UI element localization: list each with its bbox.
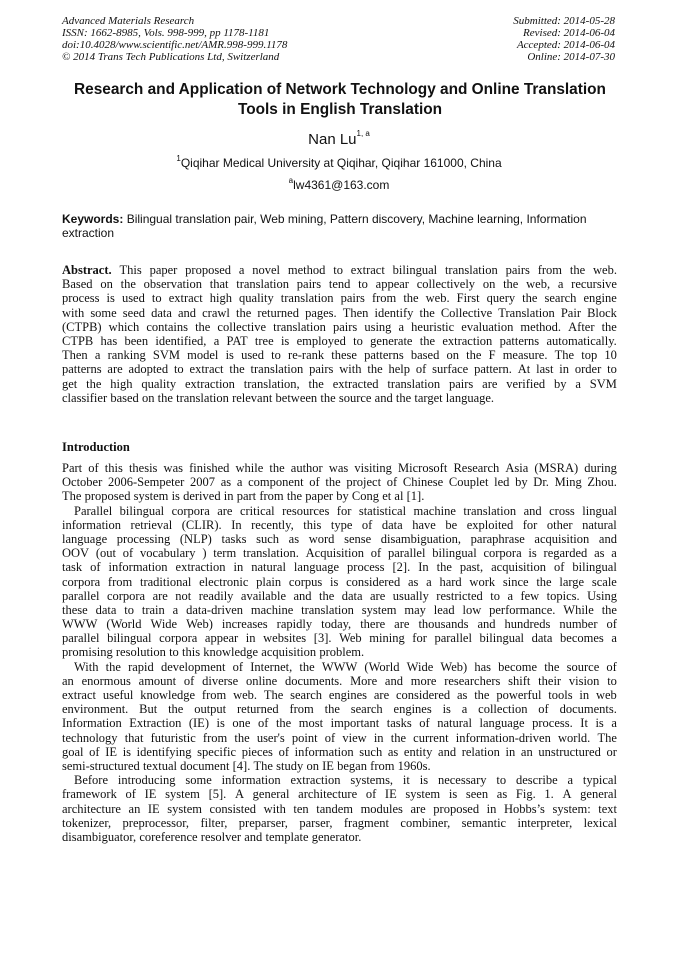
paper-title (55, 80, 625, 120)
introduction-body (62, 461, 617, 844)
keywords (62, 212, 618, 240)
text-line: technology that futuristic from the user's point of view in the current information-driven world. The (62, 730, 617, 745)
text-line: Information Extraction (IE) is one of the most important tasks of natural language process. It is a (62, 716, 617, 731)
text-line: these data to train a data-driven machine translation system may lead low performance. While the (62, 602, 617, 617)
abstract (62, 263, 617, 405)
text-line: patterns are adopted to extract the translation pairs with the help of surface pattern. At last in order to (62, 362, 617, 377)
text-line: promising resolution to this knowledge acquisition problem. (62, 645, 365, 660)
revised-date: Revised: 2014-06-04 (523, 27, 615, 39)
text-line: disambiguator, coreference resolver and template generator. (62, 829, 362, 844)
text-line: semi-structured textual document [4]. The study on IE began from 1960s. (62, 758, 431, 773)
author (0, 131, 678, 148)
title-line-2: Tools in English Translation (237, 101, 443, 118)
keywords-line-1: Bilingual translation pair, Web mining, Pattern discovery, Machine learning, Information (126, 212, 587, 226)
affiliation-text: Qiqihar Medical University at Qiqihar, Qiqihar 161000, China (180, 156, 502, 170)
text-line: CTPB has been identified, a PAT tree is employed to generate the extraction patterns automatically. (62, 333, 617, 348)
journal-name: Advanced Materials Research (62, 15, 195, 27)
keywords-label: Keywords: (62, 212, 124, 226)
text-line: Then a ranking SVM model is used to re-rank these patterns based on the F measure. The top 10 (62, 348, 617, 363)
text-line: parallel corpora are not readily available and the data are usually restricted to a few topics. Using (62, 588, 617, 603)
text-line: extract useful knowledge from web. The search engines are considered as the powerful tools in web (62, 688, 617, 702)
doi-link[interactable]: doi:10.4028/www.scientific.net/AMR.998-999.1178 (62, 39, 288, 51)
text-line: information retrieval (CLIR). In recently, this type of data have be exploited for other natural (62, 517, 617, 532)
accepted-date: Accepted: 2014-06-04 (516, 39, 615, 51)
introduction-heading: Introduction (62, 440, 130, 454)
text-line: process is used to extract high quality translation pairs from the web. First query the search engine (62, 291, 617, 306)
text-line: Parallel bilingual corpora are critical resources for statistical machine translation and cross lingual (74, 503, 617, 518)
text-line: framework of IE system [5]. A general architecture of IE system is seen as Fig. 1. A general (62, 787, 617, 802)
text-line: Before introducing some information extraction systems, it is necessary to describe a typical (74, 773, 617, 788)
text-line: classifier based on the translation relevant between the source and the target language. (62, 390, 495, 405)
text-line: goal of IE is identifying specific pieces of information such as entity and relation in an unstructured or (62, 744, 617, 759)
text-line: Based on the observation that translation pairs tend to appear collectively on the web, a recursive (62, 277, 617, 292)
text-line: October 2006-Sempeter 2007 as a component of the project of Chinese Couplet led by Dr. Ming Zhou. (62, 475, 617, 490)
text-line: corpora from traditional electronic plain corpus is considered as a hard work since the large scale (62, 574, 617, 589)
text-line: (CTPB) which contains the collective translation pairs using a heuristic evaluation method. After the (62, 319, 617, 334)
text-line: environment. But the output returned from the search engines is a collection of documents. (62, 702, 617, 717)
text-line: task of information extraction in natural language process [2]. In the past, acquisition of bilingual (62, 560, 617, 575)
keywords-line-2: extraction (62, 226, 115, 240)
journal-info (62, 15, 287, 63)
text-line: Part of this thesis was finished while the author was visiting Microsoft Research Asia (MSRA) during (62, 461, 617, 475)
online-date: Online: 2014-07-30 (527, 51, 615, 63)
affiliation (0, 156, 678, 170)
affiliation-sup: 1 (176, 154, 181, 163)
text-line: architecture an IE system consisted with ten tandem modules are proposed in Hobbs’s system: text (62, 801, 617, 816)
issn-info: ISSN: 1662-8985, Vols. 998-999, pp 1178-1181 (62, 27, 270, 39)
text-line: get the high quality extraction translation, the extracted translation pairs are verified by a SVM (62, 376, 617, 391)
text-line: OOV (out of vocabulary ) term translation. Acquisition of parallel bilingual corpora is regarded as a (62, 546, 617, 561)
email-sup: a (288, 176, 294, 185)
email (0, 178, 678, 192)
text-line: Abstract. This paper proposed a novel method to extract bilingual translation pairs from the web. (62, 263, 617, 277)
author-sup: 1, a (356, 129, 370, 138)
text-line: With the rapid development of Internet, the WWW (World Wide Web) has become the source of (74, 659, 617, 674)
text-line: an enormous amount of diverse online documents. More and more researchers shift their vision to (62, 673, 617, 688)
title-line-1: Research and Application of Network Technology and Online Translation (74, 81, 606, 98)
submitted-date: Submitted: 2014-05-28 (513, 15, 615, 27)
author-name: Nan Lu (308, 131, 357, 148)
text-line: WWW (World Wide Web) increases rapidly today, there are thousands and hundreds number of (62, 617, 617, 632)
text-line: The proposed system is derived in part from the paper by Cong et al [1]. (62, 489, 425, 504)
text-line: parallel bilingual corpora appear in websites [3]. Web mining for parallel bilingual data becomes a (62, 631, 617, 646)
copyright: © 2014 Trans Tech Publications Ltd, Switzerland (62, 51, 280, 63)
text-line: tokenizer, preprocessor, filter, preparser, parser, fragment combiner, semantic interpreter, lexical (62, 815, 617, 830)
text-line: with some seed data and crawl the returned pages. Then identify the Collective Translation Pair Block (62, 305, 617, 320)
text-line: language processing (NLP) tasks such as word sense disambiguation, paraphrase acquisition and (62, 531, 617, 546)
submission-dates (513, 15, 615, 63)
email-address[interactable]: lw4361@163.com (293, 178, 390, 192)
